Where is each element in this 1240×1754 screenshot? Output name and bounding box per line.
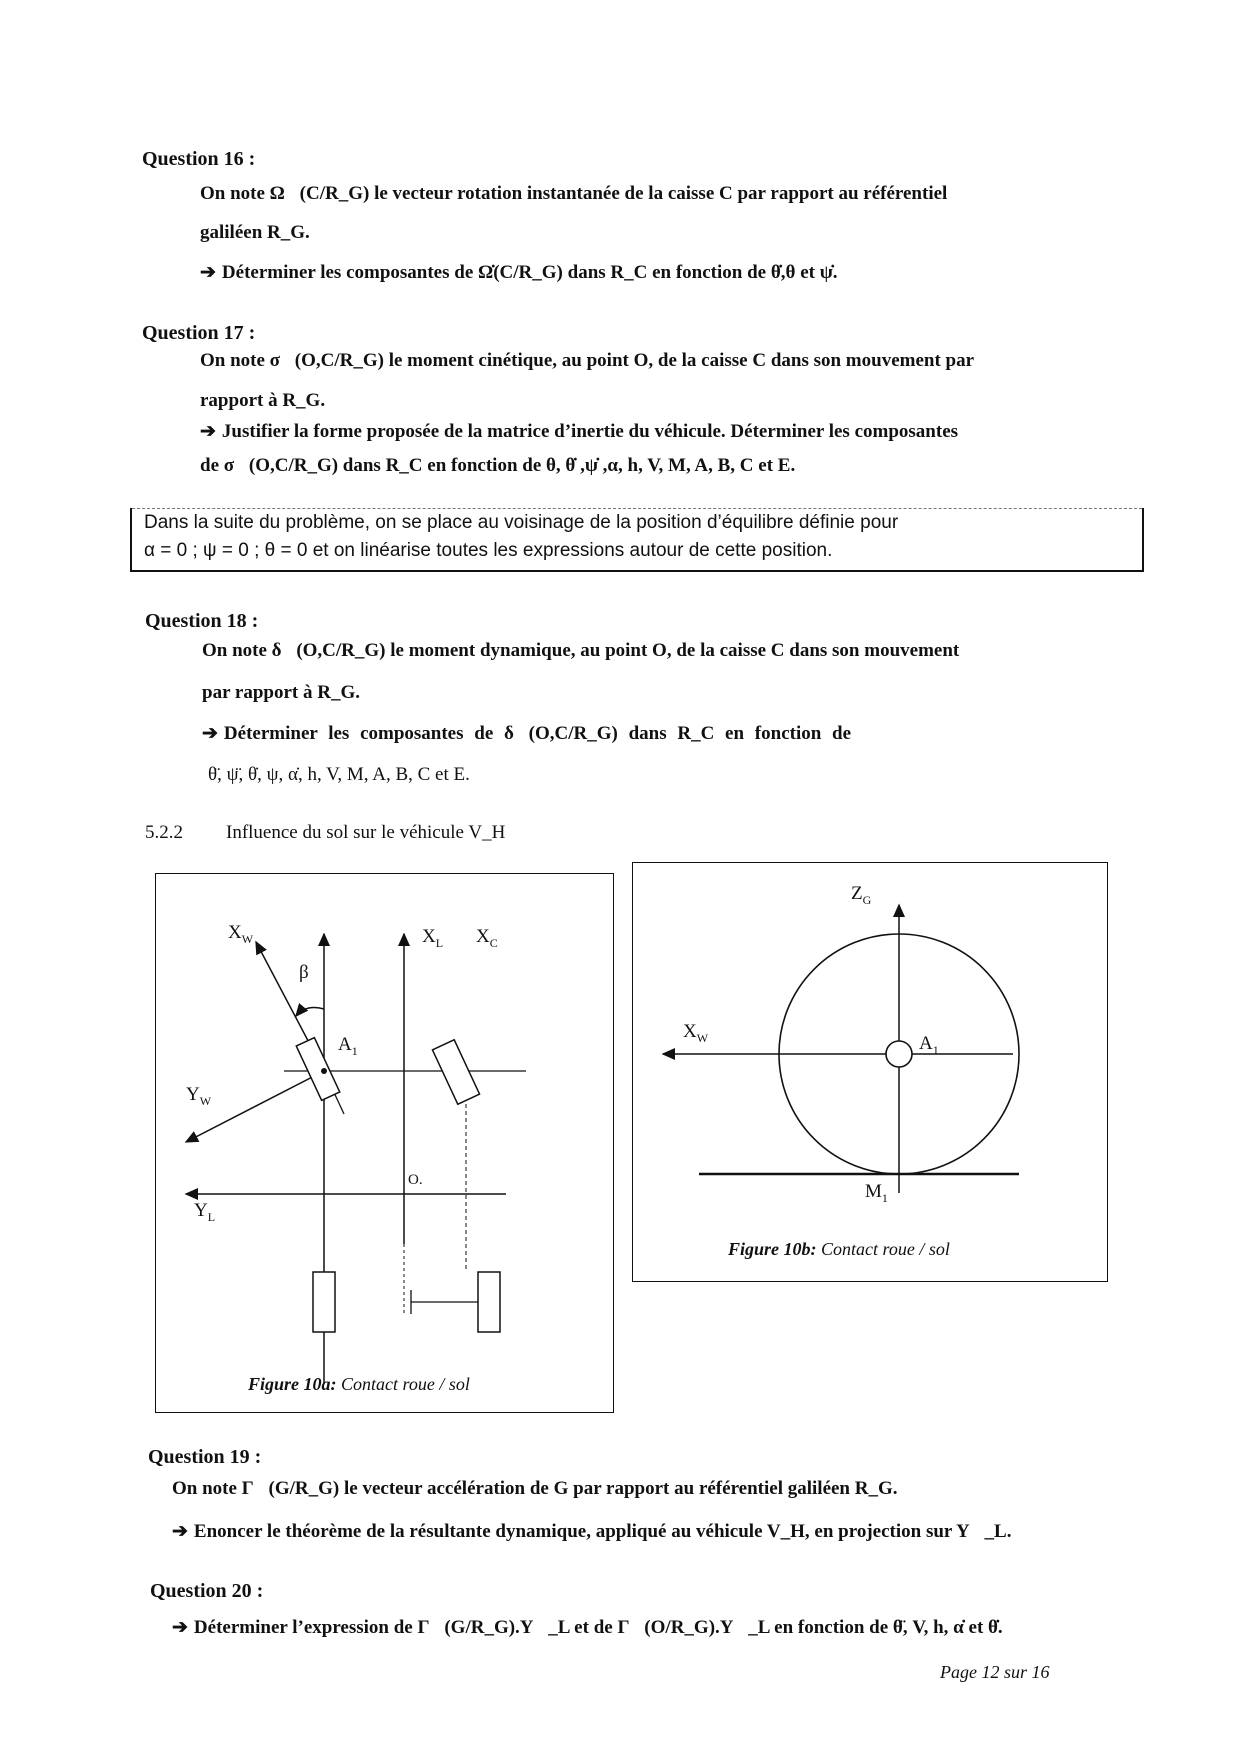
rear-right-wheel (478, 1272, 500, 1332)
question-16-line-3 (200, 261, 838, 284)
question-20-line-1-text: Déterminer l’expression de Γ⃗(G/R_G).Y⃗_L et de Γ⃗(O/R_G).Y⃗_L en fonction de θ̈, V, h, α̇ et θ̇. (193, 1617, 1003, 1638)
question-18-title: Question 18 : (145, 610, 259, 632)
arrow-icon: ➔ (172, 1521, 188, 1542)
point-a1 (321, 1068, 327, 1074)
arrow-icon: ➔ (200, 421, 216, 442)
note-line-1: Dans la suite du problème, on se place au voisinage de la position d’équilibre définie pour (144, 512, 899, 533)
question-19-line-1: On note Γ⃗(G/R_G) le vecteur accélération de G par rapport au référentiel galiléen R_G. (172, 1478, 898, 1499)
question-17-line-3-text: Justifier la forme proposée de la matrice d’inertie du véhicule. Déterminer les composantes (221, 421, 959, 442)
label-m1: $M_1$ (865, 1181, 888, 1205)
label-xc: $X_C$ (476, 926, 498, 950)
arrow-icon: ➔ (202, 723, 218, 744)
question-17-line-1: On note σ⃗(O,C/R_G) le moment cinétique, au point O, de la caisse C dans son mouvement par (200, 350, 975, 371)
rear-left-wheel (313, 1272, 335, 1332)
page-number: Page 12 sur 16 (940, 1662, 1050, 1682)
question-18-line-3 (202, 722, 851, 745)
question-17-line-4: de σ⃗(O,C/R_G) dans R_C en fonction de θ, θ̇ ,ψ̇ ,α, h, V, M, A, B, C et E. (200, 455, 796, 476)
question-16-title: Question 16 : (142, 148, 256, 170)
question-16-line-2: galiléen R_G. (200, 222, 310, 243)
section-title: Influence du sol sur le véhicule V_H (226, 822, 506, 843)
figure-10a-caption: Figure 10a: Contact roue / sol (248, 1374, 470, 1394)
question-20-line-1 (172, 1616, 1003, 1639)
figure-10a-diagram (156, 874, 613, 1412)
question-19-title: Question 19 : (148, 1446, 262, 1468)
label-yw: $Y_W$ (186, 1084, 212, 1108)
figure-10b (632, 862, 1108, 1282)
question-19-line-2-text: Enoncer le théorème de la résultante dynamique, appliqué au véhicule V_H, en projection sur Y⃗_L. (193, 1521, 1012, 1542)
label-xw: $X_W$ (683, 1021, 709, 1045)
figure-10b-caption: Figure 10b: Contact roue / sol (728, 1239, 950, 1259)
label-yl: $Y_L$ (194, 1200, 216, 1224)
label-xw: $X_W$ (228, 922, 254, 946)
note-line-2: α = 0 ; ψ = 0 ; θ = 0 et on linéarise toutes les expressions autour de cette position. (144, 540, 833, 561)
question-18-line-3-text: Déterminer les composantes de δ⃗(O,C/R_G) dans R_C en fonction de (223, 723, 852, 744)
label-a1: $A_1$ (919, 1033, 939, 1057)
label-zg: $Z_G$ (851, 883, 872, 907)
question-20-title: Question 20 : (150, 1580, 264, 1602)
front-right-wheel (432, 1040, 479, 1105)
label-xl: $X_L$ (422, 926, 444, 950)
wheel-hub-a1 (886, 1041, 912, 1067)
question-18-line-2: par rapport à R_G. (202, 682, 360, 703)
figure-10a (155, 873, 614, 1413)
front-left-wheel (296, 1038, 339, 1101)
question-17-title: Question 17 : (142, 322, 256, 344)
label-o: O. (408, 1172, 423, 1188)
question-18-line-1: On note δ⃗(O,C/R_G) le moment dynamique, au point O, de la caisse C dans son mouvement (202, 640, 960, 661)
arrow-icon: ➔ (200, 262, 216, 283)
linearisation-note-box (130, 508, 1144, 572)
label-a1: $A_1$ (338, 1034, 358, 1058)
question-18-line-4: θ̈, ψ̈, θ̇, ψ, α̇, h, V, M, A, B, C et E. (208, 764, 470, 785)
question-19-line-2 (172, 1520, 1011, 1543)
arrow-icon: ➔ (172, 1617, 188, 1638)
section-number: 5.2.2 (145, 822, 183, 843)
label-beta: β (299, 962, 309, 983)
question-17-line-3 (200, 420, 958, 443)
beta-angle-arc (296, 1008, 324, 1016)
note-box-top-border (132, 508, 1142, 509)
figure-10b-diagram (633, 863, 1107, 1281)
question-16-line-1: On note Ω⃗(C/R_G) le vecteur rotation instantanée de la caisse C par rapport au référentiel (200, 183, 948, 204)
question-17-line-2: rapport à R_G. (200, 390, 326, 411)
question-16-line-3-text: Déterminer les composantes de Ω̇(C/R_G) dans R_C en fonction de θ̇,θ et ψ̇. (221, 262, 838, 283)
